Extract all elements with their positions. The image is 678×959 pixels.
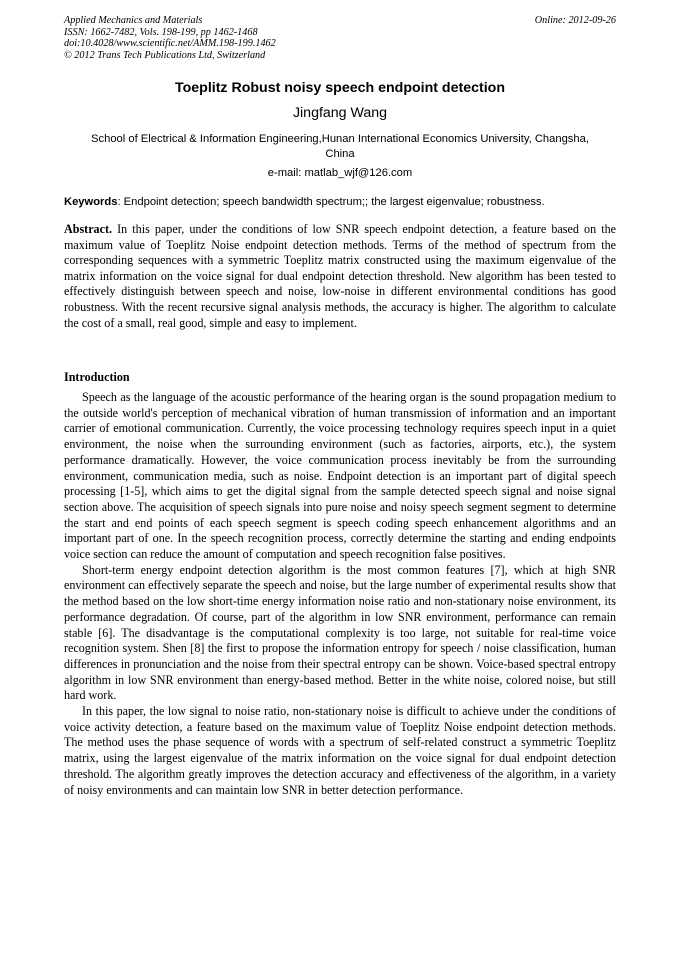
keywords-label: Keywords bbox=[64, 196, 118, 208]
doi-line: doi:10.4028/www.scientific.net/AMM.198-199.1462 bbox=[64, 38, 276, 50]
author-name: Jingfang Wang bbox=[292, 105, 388, 121]
copyright-line: © 2012 Trans Tech Publications Ltd, Switzerland bbox=[64, 49, 266, 61]
author-email: e-mail: matlab_wjf@126.com bbox=[267, 167, 413, 179]
author-affiliation: School of Electrical & Information Engineering,Hunan International Economics University, Changsha, China bbox=[91, 133, 589, 160]
online-date: Online: 2012-09-26 bbox=[534, 15, 616, 26]
introduction-body bbox=[64, 390, 616, 798]
paper-title: Toeplitz Robust noisy speech endpoint detection bbox=[174, 80, 505, 96]
journal-header bbox=[64, 15, 616, 61]
paragraph: Short-term energy endpoint detection algorithm is the most common features [7], which at high SNR environment can effectively separate the speech and noise, but the large number of experimental results show that the method based on the low short-time energy information noise ratio and non-stationary noise environment, its performance degradation. Of course, part of the algorithm in low SNR environment, performance can remain stable [6]. The disadvantage is the computational complexity is too large, not suitable for real-time voice recognition system. Shen [8] the first to propose the information entropy for speech / noise classification, human differences in pronunciation and the noise from their spectral entropy can be shown. Voice-based spectral entropy algorithm in low SNR environment than energy-based method. Better in the white noise, colored noise, but still hard work. bbox=[64, 562, 616, 703]
issn-line: ISSN: 1662-7482, Vols. 198-199, pp 1462-1468 bbox=[64, 26, 258, 38]
paragraph: In this paper, the low signal to noise ratio, non-stationary noise is difficult to achieve under the conditions of voice activity detection, a feature based on the maximum value of Toeplitz Noise endpoint detection methods. The method uses the phase sequence of words with a spectrum of self-related construct a symmetric Toeplitz matrix, using the largest eigenvalue of the matrix information on the voice signal for dual endpoint detection threshold. The algorithm greatly improves the detection accuracy and effectiveness of the algorithm, in a variety of noisy environments and can maintain low SNR in better detection performance. bbox=[64, 704, 616, 797]
abstract-text: In this paper, under the conditions of low SNR speech endpoint detection, a feature based on the maximum value of Toeplitz Noise endpoint detection methods. Terms of the method of spectrum from the corresponding sequences with a symmetric Toeplitz matrix constructed using the maximum eigenvalue of the matrix information on the voice signal for dual endpoint detection threshold. New algorithm has been tested to effectively distinguish between speech and noise, low-noise in different environmental conditions has good robustness. With the recent recursive signal analysis methods, the accuracy is higher. The algorithm to calculate the cost of a small, real good, simple and easy to implement. bbox=[64, 222, 616, 330]
abstract-label: Abstract. bbox=[64, 222, 113, 236]
section-heading-introduction: Introduction bbox=[64, 370, 130, 384]
abstract bbox=[64, 222, 616, 331]
journal-name: Applied Mechanics and Materials bbox=[64, 15, 203, 26]
keywords-text: : Endpoint detection; speech bandwidth spectrum;; the largest eigenvalue; robustness. bbox=[117, 196, 545, 208]
paragraph: Speech as the language of the acoustic performance of the hearing organ is the sound propagation medium to the outside world's perception of mechanical vibration of human transmission of information and an important carrier of emotional communication. Currently, the voice processing technology requires speech input in a quiet environment, the noise when the surrounding environment (such as factories, airports, etc.), the system performance dramatically. However, the voice communication process inevitably be from the surrounding environment, communication media, such as noise. Endpoint detection is an important part of digital speech processing [1-5], which aims to get the digital signal from the sample detected speech signal and noise signal section above. The acquisition of speech signals into pure noise and noisy speech segment segment to determine the start and end points of each speech segment is speech coding speech enhancement algorithms and an important part of one. In the speech recognition process, correctly determine the starting and ending endpoints voice section can reduce the amount of computation and speech recognition false positives. bbox=[64, 390, 616, 562]
keywords bbox=[64, 195, 624, 209]
